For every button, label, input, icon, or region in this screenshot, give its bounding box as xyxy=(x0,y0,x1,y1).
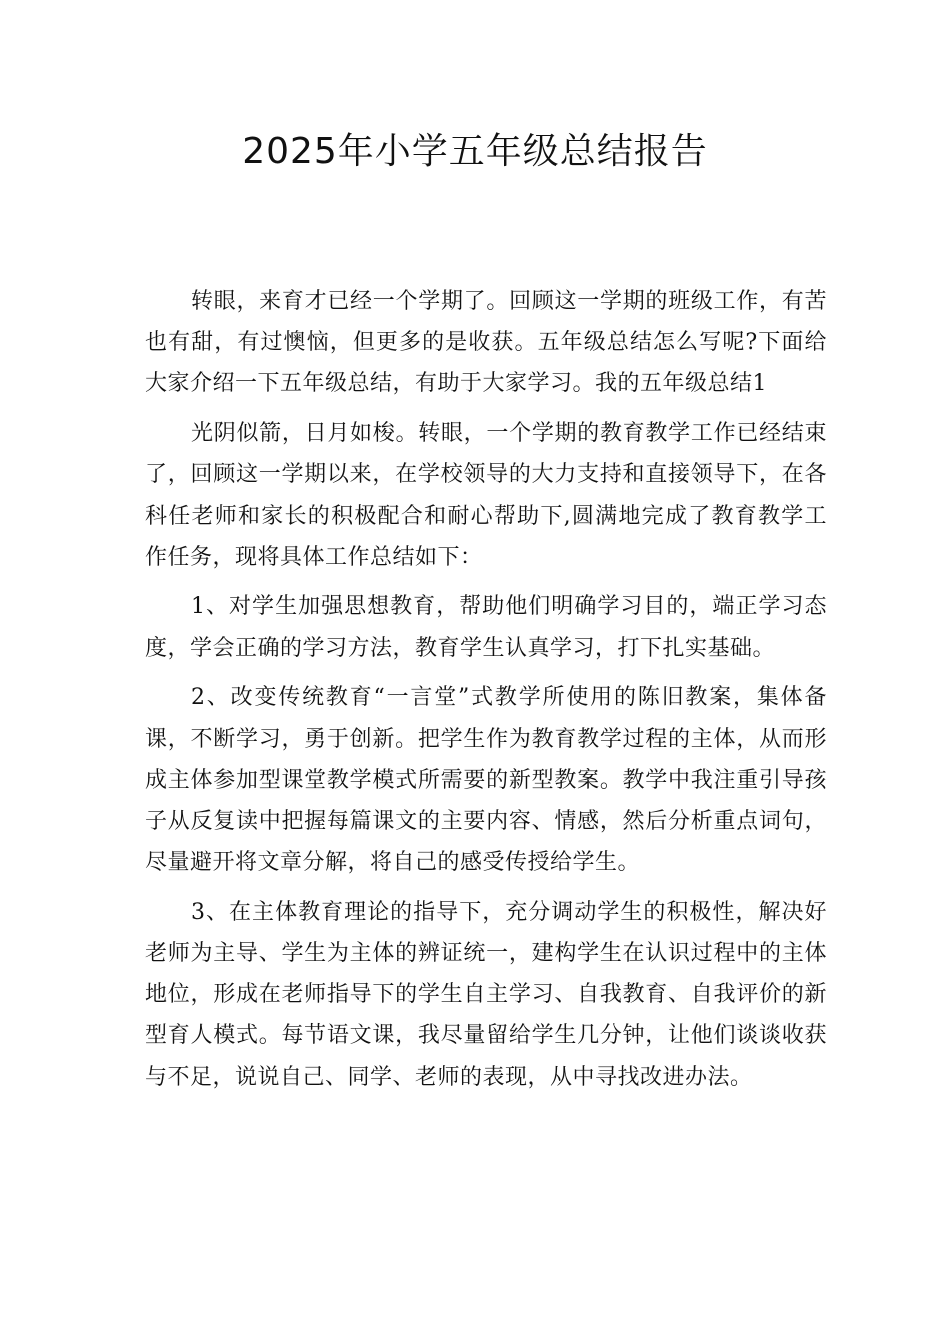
paragraph-item-2: 2、改变传统教育“一言堂”式教学所使用的陈旧教案，集体备课，不断学习，勇于创新。把学生作为教育教学过程的主体，从而形成主体参加型课堂教学模式所需要的新型教案。教学中我注重引导孩子从反复读中把握每篇课文的主要内容、情感，然后分析重点词句，尽量避开将文章分解，将自己的感受传授给学生。 xyxy=(145,685,827,876)
document-title: 2025年小学五年级总结报告 xyxy=(242,131,708,172)
document-body xyxy=(145,281,827,1106)
paragraph-item-3: 3、在主体教育理论的指导下，充分调动学生的积极性，解决好老师为主导、学生为主体的辨证统一，建构学生在认识过程中的主体地位，形成在老师指导下的学生自主学习、自我教育、自我评价的新型育人模式。每节语文课，我尽量留给学生几分钟，让他们谈谈收获与不足，说说自己、同学、老师的表现，从中寻找改进办法。 xyxy=(145,899,827,1090)
paragraph-overview: 光阴似箭，日月如梭。转眼，一个学期的教育教学工作已经结束了，回顾这一学期以来，在学校领导的大力支持和直接领导下，在各科任老师和家长的积极配合和耐心帮助下,圆满地完成了教育教学工作任务，现将具体工作总结如下： xyxy=(145,421,827,570)
paragraph-item-1: 1、对学生加强思想教育，帮助他们明确学习目的，端正学习态度，学会正确的学习方法，教育学生认真学习，打下扎实基础。 xyxy=(145,594,827,661)
paragraph-intro: 转眼，来育才已经一个学期了。回顾这一学期的班级工作，有苦也有甜，有过懊恼，但更多的是收获。五年级总结怎么写呢?下面给大家介绍一下五年级总结，有助于大家学习。我的五年级总结1 xyxy=(145,289,827,397)
